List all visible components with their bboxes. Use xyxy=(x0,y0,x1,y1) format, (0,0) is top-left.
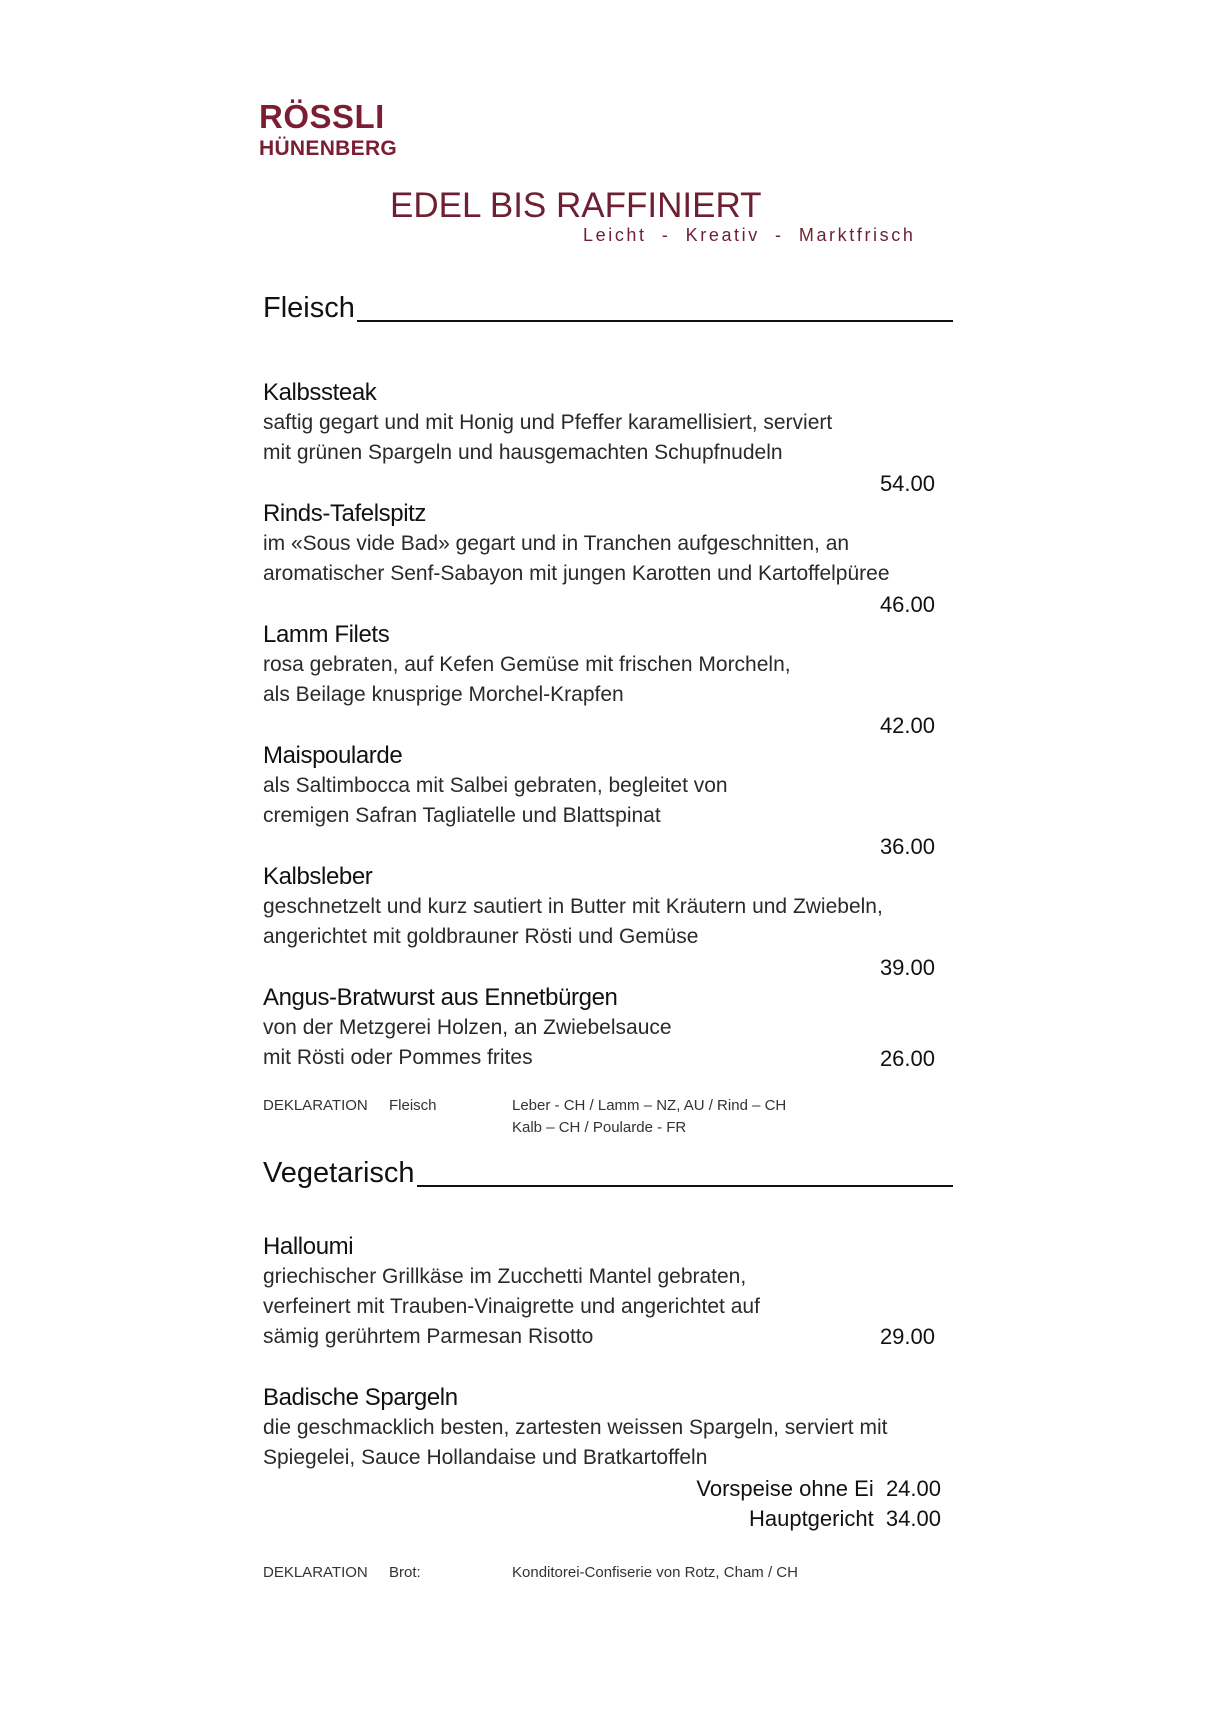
dish-price: 36.00 xyxy=(879,834,935,859)
section-rule xyxy=(417,1184,953,1187)
dish-price: 26.00 xyxy=(879,1046,935,1071)
dish-price: 29.00 xyxy=(879,1324,935,1349)
dish-name: Angus-Bratwurst aus Ennetbürgen xyxy=(263,984,618,1011)
dish-name: Kalbssteak xyxy=(263,379,377,406)
dish-name: Kalbsleber xyxy=(263,863,373,890)
dish-name: Halloumi xyxy=(263,1233,354,1260)
section-heading-fleisch xyxy=(263,292,953,325)
declaration-category: Brot: xyxy=(389,1564,421,1581)
declaration-label: DEKLARATION xyxy=(263,1564,368,1581)
menu-tagline: Leicht - Kreativ - Marktfrisch xyxy=(583,225,916,245)
dish-price: 46.00 xyxy=(879,592,935,617)
section-heading-vegetarisch xyxy=(263,1157,953,1190)
dish-price-starter: Vorspeise ohne Ei 24.00 xyxy=(696,1476,941,1501)
dish-description: geschnetzelt und kurz sautiert in Butter mit Kräutern und Zwiebeln, angerichtet mit goldbrauner Rösti und Gemüse xyxy=(263,895,883,948)
dish-description: im «Sous vide Bad» gegart und in Tranchen aufgeschnitten, an aromatischer Senf-Sabayon mit jungen Karotten und Kartoffelpüree xyxy=(263,532,890,585)
dish-price-main: Hauptgericht 34.00 xyxy=(748,1506,941,1531)
dish-description: die geschmacklich besten, zartesten weissen Spargeln, serviert mit Spiegelei, Sauce Hollandaise und Bratkartoffeln xyxy=(263,1416,888,1469)
dish-description: saftig gegart und mit Honig und Pfeffer karamellisiert, serviert mit grünen Spargeln und hausgemachten Schupfnudeln xyxy=(263,411,833,464)
dish-price: 42.00 xyxy=(879,713,935,738)
dish-name: Badische Spargeln xyxy=(263,1384,458,1411)
section-title: Fleisch xyxy=(263,292,355,324)
logo-name: RÖSSLI xyxy=(259,98,385,135)
declaration-label: DEKLARATION xyxy=(263,1097,368,1114)
declaration-origins: Leber - CH / Lamm – NZ, AU / Rind – CH Kalb – CH / Poularde - FR xyxy=(512,1097,787,1136)
dish-price: 39.00 xyxy=(879,955,935,980)
logo-location: HÜNENBERG xyxy=(259,137,398,160)
declaration-origins: Konditorei-Confiserie von Rotz, Cham / CH xyxy=(512,1564,798,1581)
dish-name: Lamm Filets xyxy=(263,621,390,648)
dish-name: Rinds-Tafelspitz xyxy=(263,500,426,527)
section-rule xyxy=(357,319,953,322)
dish-price: 54.00 xyxy=(879,471,935,496)
dish-name: Maispoularde xyxy=(263,742,403,769)
dish-description: von der Metzgerei Holzen, an Zwiebelsauce mit Rösti oder Pommes frites xyxy=(263,1016,672,1069)
dish-description: rosa gebraten, auf Kefen Gemüse mit frischen Morcheln, als Beilage knusprige Morchel-Krapfen xyxy=(263,653,791,706)
dish-description: griechischer Grillkäse im Zucchetti Mantel gebraten, verfeinert mit Trauben-Vinaigrette und angerichtet auf sämig gerührtem Parmesan Risotto xyxy=(263,1265,760,1348)
section-title: Vegetarisch xyxy=(263,1157,415,1189)
menu-headline: EDEL BIS RAFFINIERT xyxy=(390,186,762,225)
declaration-category: Fleisch xyxy=(389,1097,437,1114)
dish-description: als Saltimbocca mit Salbei gebraten, begleitet von cremigen Safran Tagliatelle und Blattspinat xyxy=(263,774,728,827)
